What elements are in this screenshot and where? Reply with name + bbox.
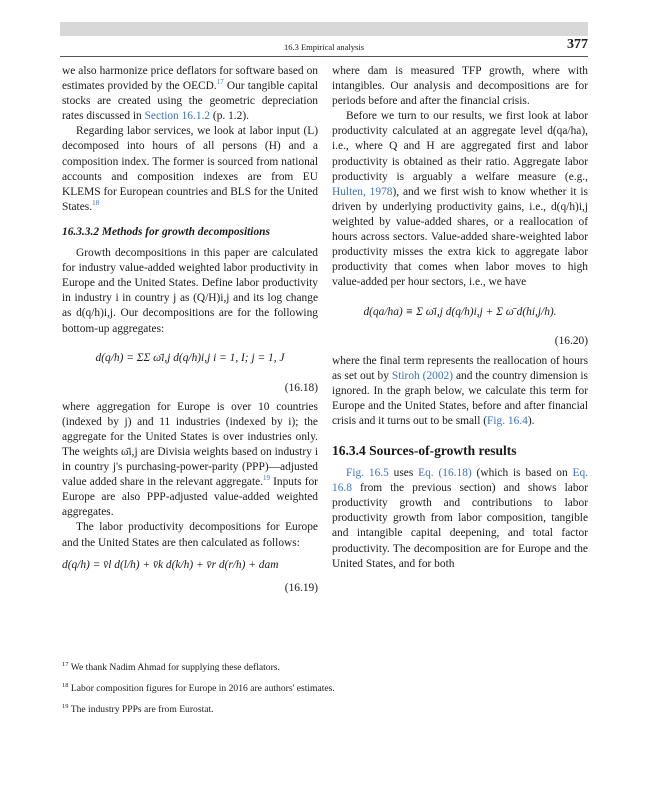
running-header [60, 38, 588, 56]
citation-link[interactable]: Hulten, 1978 [332, 185, 393, 198]
footnote: $^{19}$ The industry PPPs are from Eurostat. [62, 702, 214, 715]
equation-16-19: d(q/h) = v̄l d(l/h) + v̄k d(k/h) + v̄r d(r/h) + dam [62, 559, 279, 572]
paragraph: Before we turn to our results, we first look at labor productivity calculated at an aggregate level d(qa/ha), i.e., where Q and H are aggregated first and labor productivity is obtained as their ratio. Aggregate labor productivity is arguably a welfare measure (e.g., Hulten, 1978), and we first wish to know whether it is driven by underlying productivity gains, i.e., d(q/h)i,j weighted by value-added shares, or a reallocation of hours across sectors. Value-added share-weighted labor productivity misses the extra kick to aggregate labor productivity that comes when labor moves to high value-added per hour sectors, i.e., we have [332, 110, 588, 289]
paragraph: where dam is measured TFP growth, where with intangibles. Our analysis and decompositions are for periods before and after the financial crisis. [332, 65, 588, 108]
header-rule [60, 56, 588, 57]
footnote: $^{17}$ We thank Nadim Ahmad for supplying these deflators. [62, 660, 280, 673]
equation-16-18: d(q/h) = ΣΣ ω̄i,j d(q/h)i,j i = 1, I; j = 1, J [95, 352, 285, 365]
section-heading: 16.3.4 Sources-of-growth results [332, 442, 517, 458]
section-link[interactable]: Section 16.1.2 [144, 110, 211, 123]
equation-number: (16.19) [284, 581, 318, 594]
subsection-heading: 16.3.3.2 Methods for growth decompositions [62, 225, 270, 238]
paragraph: where aggregation for Europe is over 10 countries (indexed by j) and 11 industries (indexed by i); the aggregate for the United States is over industries only. The weights ω̄i,j are Divisia weights based on industry i in country j's purchasing-power-parity (PPP)—adjusted value added share in the relevant aggregate.$^{19}$ Inputs for Europe are also PPP-adjusted value-added weighted aggregates. [62, 400, 318, 519]
paragraph: we also harmonize price deflators for software based on estimates provided by the OECD.$^{17}$ Our tangible capital stocks are created using the geometric depreciation rates discussed in Section 16.1.2 (p. 1.2). [62, 65, 318, 123]
equation-number: (16.20) [554, 335, 588, 348]
footnote-ref-17[interactable]: 17 [216, 78, 224, 87]
paragraph: Regarding labor services, we look at labor input (L) decomposed into hours of all persons (H) and a composition index. The former is sourced from national accounts and composition indexes are from EU KLEMS for European countries and BLS for the United States.$^{18}$ [62, 125, 318, 213]
equation-link[interactable]: Eq. (16.18) [418, 467, 472, 480]
citation-link[interactable]: Stiroh (2002) [391, 369, 454, 382]
header-bar [60, 22, 588, 36]
page-number: 377 [567, 37, 588, 52]
footnote-ref-18[interactable]: 18 [92, 199, 100, 208]
paragraph: Growth decompositions in this paper are calculated for industry value-added weighted labor productivity in Europe and the United States. Define labor productivity in industry i in country j as (Q/H)i,j and its log change as d(q/h)i,j. Our decompositions are for the following bottom-up aggregates: [62, 247, 318, 335]
paragraph: The labor productivity decompositions for Europe and the United States are then calculated as follows: [62, 521, 318, 549]
paragraph: Fig. 16.5 uses Eq. (16.18) (which is based on Eq. 16.8 from the previous section) and shows labor productivity growth and contributions to labor productivity growth from labor composition, tangible and intangible capital deepening, and total factor productivity. The decomposition are for Europe and the United States, and for both [332, 467, 588, 570]
figure-link[interactable]: Fig. 16.5 [346, 467, 389, 480]
paragraph: where the final term represents the reallocation of hours as set out by Stiroh (2002) and the country dimension is ignored. In the graph below, we calculate this term for Europe and the United States, before and after financial crisis and it turns out to be small (Fig. 16.4). [332, 354, 588, 427]
figure-link[interactable]: Fig. 16.4 [487, 414, 528, 427]
equation-number: (16.18) [284, 381, 318, 394]
running-header-section: 16.3 Empirical analysis [283, 42, 365, 52]
footnote-ref-19[interactable]: 19 [263, 474, 271, 483]
footnote: $^{18}$ Labor composition figures for Europe in 2016 are authors' estimates. [62, 681, 335, 694]
equation-link[interactable]: Eq. 16.8 [332, 467, 588, 495]
right-column [332, 64, 588, 572]
equation-16-20: d(qa/ha) ≡ Σ ω̄i,j d(q/h)i,j + Σ ω̄ d(hi,j/h). [363, 305, 557, 318]
left-column [62, 64, 318, 600]
